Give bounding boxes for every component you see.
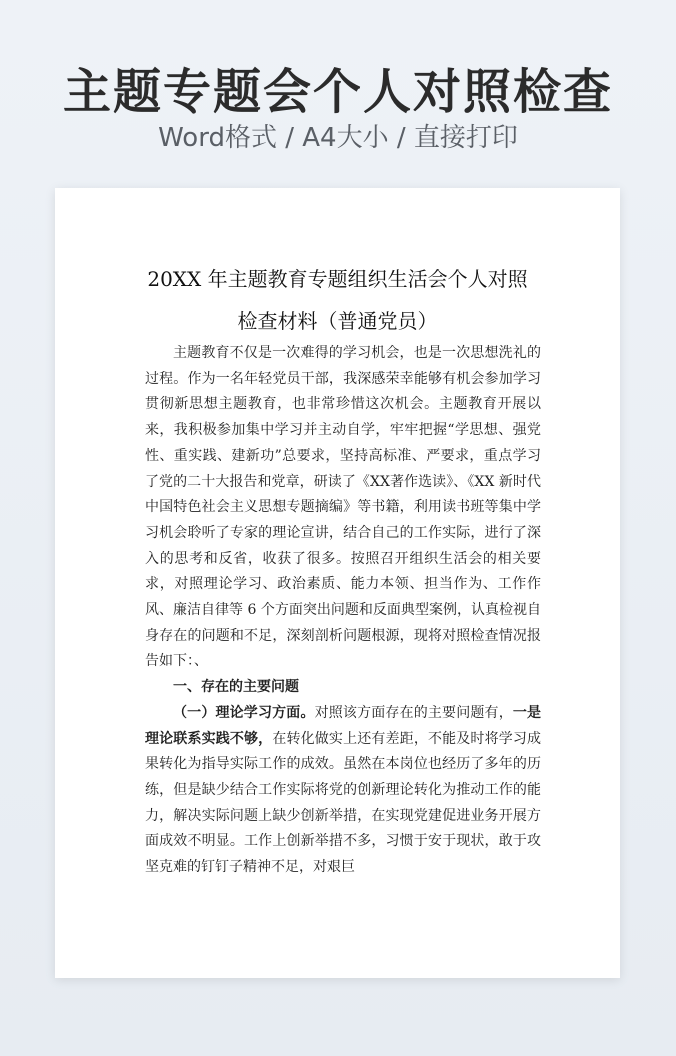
subsection-heading: （一）理论学习方面。 [173,704,315,721]
intro-paragraph: 主题教育不仅是一次难得的学习机会，也是一次思想洗礼的过程。作为一名年轻党员干部，我深感荣幸能够有机会参加学习贯彻新思想主题教育，也非常珍惜这次机会。主题教育开展以来，我积极参加集中学习并主动自学，牢牢把握“学思想、强党性、重实践、建新功”总要求，坚持高标准、严要求，重点学习了党的二十大报告和党章，研读了《XX著作选读》、《XX 新时代中国特色社会主义思想专题摘编》等书籍，利用读书班等集中学习机会聆听了专家的理论宣讲，结合自己的工作实际，进行了深入的思考和反省，收获了很多。按照召开组织生活会的相关要求，对照理论学习、政治素质、能力本领、担当作为、工作作风、廉洁自律等 6 个方面突出问题和反面典型案例，认真检视自身存在的问题和不足，深刻剖析问题根源，现将对照检查情况报告如下：、 [145,345,541,670]
banner-subtitle: Word格式 / A4大小 / 直接打印 [158,123,518,153]
subsection-paragraph [145,701,541,881]
document-body [145,341,541,881]
point-text: 在转化做实上还有差距，不能及时将学习成果转化为指导实际工作的成效。虽然在本岗位也经历了多年的历练，但是缺少结合工作实际将党的创新理论转化为推动工作的能力，解决实际问题上缺少创新举措，在实现党建促进业务开展方面成效不明显。工作上创新举措不多，习惯于安于现状，敢于攻坚克难的钉钉子精神不足，对艰巨 [145,730,542,876]
banner-title: 主题专题会个人对照检查 [62,64,613,120]
section-heading: 一、存在的主要问题 [173,679,299,696]
document-page [55,188,620,978]
point-heading: 一是理论联系实践不够， [145,704,542,747]
document-title-line1: 20XX 年主题教育专题组织生活会个人对照 [147,267,528,291]
document-title-line2: 检查材料（普通党员） [237,309,438,333]
subsection-intro: 对照该方面存在的主要问题有， [314,704,513,721]
